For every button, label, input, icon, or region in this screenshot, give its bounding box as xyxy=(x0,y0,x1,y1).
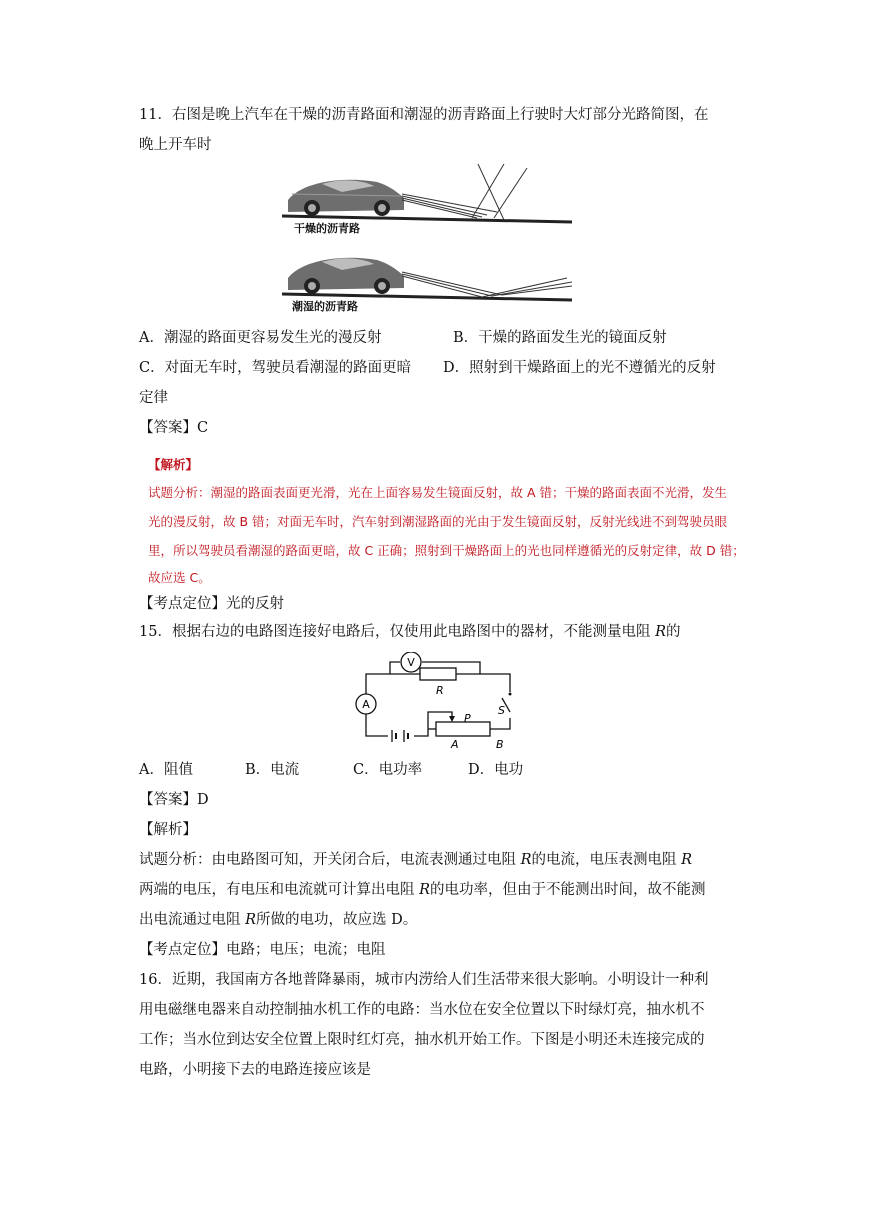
q15-stem-r-symbol: R xyxy=(655,624,666,640)
r-symbol: R xyxy=(681,852,693,868)
q11-option-b: B．干燥的路面发生光的镜面反射 xyxy=(453,330,667,346)
r-symbol: R xyxy=(520,852,532,868)
rheostat-end-b-label: B xyxy=(496,738,504,751)
q11-analysis-line: 里，所以驾驶员看潮湿的路面更暗，故 C 正确；照射到干燥路面上的光也同样遵循光的反射定律，故 D 错； xyxy=(148,543,745,558)
q11-analysis-line: 试题分析：潮湿的路面表面更光滑，光在上面容易发生镜面反射，故 A 错；干燥的路面表面不光滑，发生 xyxy=(148,485,727,500)
q15-analysis-line2 xyxy=(139,880,706,900)
dry-road-label: 干燥的沥青路 xyxy=(294,222,360,235)
q15-kaodian: 【考点定位】电路；电压；电流；电阻 xyxy=(139,942,386,958)
q11-analysis-title: 【解析】 xyxy=(148,457,199,472)
analysis-text: 的电功率，但由于不能测出时间，故不能测 xyxy=(430,882,706,898)
q11-stem-line1: 11．右图是晚上汽车在干燥的沥青路面和潮湿的沥青路面上行驶时大灯部分光路简图，在 xyxy=(139,107,709,123)
q15-answer: 【答案】D xyxy=(139,792,209,808)
q11-option-a: A．潮湿的路面更容易发生光的漫反射 xyxy=(139,330,382,346)
q11-option-d-cont: 定律 xyxy=(139,390,168,406)
switch-label: S xyxy=(498,704,505,717)
q11-light-path-figure xyxy=(282,160,577,315)
analysis-text: 的电流，电压表测电阻 xyxy=(531,852,682,868)
q15-stem xyxy=(139,622,680,642)
q11-stem-line2: 晚上开车时 xyxy=(139,137,212,153)
q15-analysis-title: 【解析】 xyxy=(139,822,197,838)
q15-option-b: B．电流 xyxy=(245,762,300,778)
slider-label: P xyxy=(464,712,471,725)
q15-stem-text-end: 的 xyxy=(665,624,681,640)
ammeter-symbol: A xyxy=(362,698,370,711)
q15-option-c: C．电功率 xyxy=(353,762,423,778)
q16-stem-line: 工作；当水位到达安全位置上限时红灯亮，抽水机开始工作。下图是小明还未连接完成的 xyxy=(139,1032,705,1048)
q15-circuit-diagram xyxy=(350,652,522,754)
q11-option-d: D．照射到干燥路面上的光不遵循光的反射 xyxy=(443,360,716,376)
analysis-text: 试题分析：由电路图可知，开关闭合后，电流表测通过电阻 xyxy=(139,852,521,868)
r-symbol: R xyxy=(419,882,431,898)
analysis-text: 出电流通过电阻 xyxy=(139,912,246,928)
wet-road-label: 潮湿的沥青路 xyxy=(292,300,358,313)
q11-answer: 【答案】C xyxy=(139,420,209,436)
q11-analysis-line: 光的漫反射，故 B 错；对面无车时，汽车射到潮湿路面的光由于发生镜面反射，反射光线进不到驾驶员眼 xyxy=(148,514,728,529)
q16-stem-line: 用电磁继电器来自动控制抽水机工作的电路：当水位在安全位置以下时绿灯亮，抽水机不 xyxy=(139,1002,705,1018)
q11-option-c: C．对面无车时，驾驶员看潮湿的路面更暗 xyxy=(139,360,412,376)
resistor-label: R xyxy=(436,684,444,697)
q15-analysis-line3 xyxy=(139,910,417,930)
q15-stem-text: 15．根据右边的电路图连接好电路后，仅使用此电路图中的器材，不能测量电阻 xyxy=(139,624,656,640)
analysis-text: 两端的电压，有电压和电流就可计算出电阻 xyxy=(139,882,420,898)
analysis-text: 所做的电功，故应选 D。 xyxy=(256,912,418,928)
r-symbol: R xyxy=(245,912,257,928)
q16-stem-line: 电路，小明接下去的电路连接应该是 xyxy=(139,1062,371,1078)
q16-stem-line: 16．近期，我国南方各地普降暴雨，城市内涝给人们生活带来很大影响。小明设计一种利 xyxy=(139,972,709,988)
q15-option-d: D．电功 xyxy=(468,762,524,778)
q15-analysis-line1 xyxy=(139,850,692,870)
voltmeter-symbol: V xyxy=(407,656,415,669)
q11-kaodian: 【考点定位】光的反射 xyxy=(139,596,284,612)
rheostat-end-a-label: A xyxy=(451,738,459,751)
q11-analysis-line: 故应选 C。 xyxy=(148,570,211,585)
q15-option-a: A．阻值 xyxy=(139,762,193,778)
